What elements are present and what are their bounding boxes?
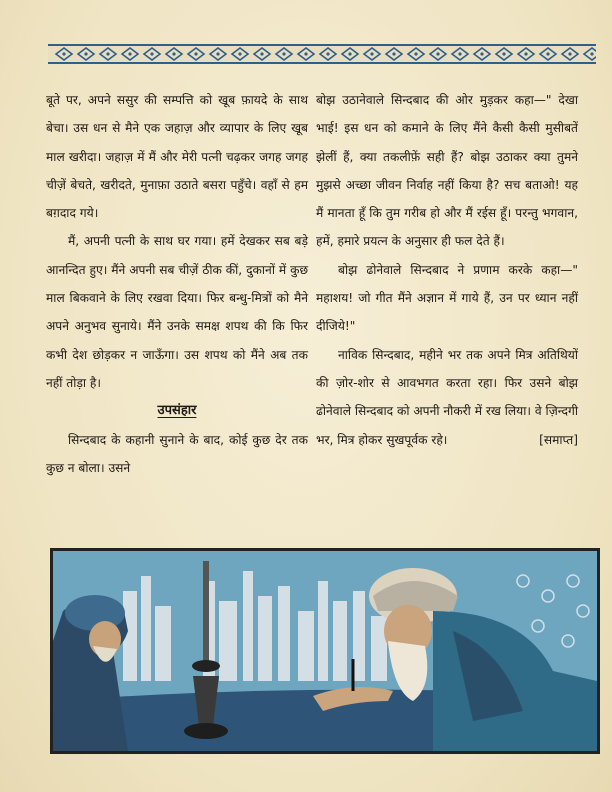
border-dot	[260, 52, 263, 55]
left-paragraph-2: मैं, अपनी पत्नी के साथ घर गया। हमें देखकर सब बड़े आनन्दित हुए। मैंने अपनी सब चीज़ें ठीक कीं, दुकानों में कुछ माल बिकवाने के लिए रखवा दिया। फिर बन्धु-मित्रों को मैने अपने अनुभव सुनाये। मैंने उनके समक्ष शपथ की कि फिर कभी देश छोड़कर न जाऊँगा। उस शपथ को मैंने अब तक नहीं तोड़ा है।	[46, 234, 308, 390]
border-dot	[238, 52, 241, 55]
border-dot	[194, 52, 197, 55]
border-dot	[480, 52, 483, 55]
right-paragraph-2: बोझ ढोनेवाले सिन्दबाद ने प्रणाम करके कहा—" महाशय! जो गीत मैंने अज्ञान में गाये हैं, उन पर ध्यान नहीं दीजिये!"	[316, 262, 578, 334]
border-dot	[370, 52, 373, 55]
right-column	[316, 86, 578, 454]
border-dot	[590, 52, 593, 55]
border-dot	[172, 52, 175, 55]
illustration-scene	[53, 551, 597, 751]
left-column	[46, 86, 308, 482]
border-dot	[546, 52, 549, 55]
decorative-border	[48, 44, 596, 64]
border-dot	[524, 52, 527, 55]
border-dot	[414, 52, 417, 55]
left-paragraph-1: बूते पर, अपने ससुर की सम्पत्ति को खूब फ़ायदे के साथ बेचा। उस धन से मैने एक जहाज़ और व्यापार के लिए खूब माल खरीदा। जहाज़ में मैं और मेरी पत्नी चढ़कर जगह जगह चीज़ें बेचते, खरीदते, मुनाफ़ा उठाते बसरा पहुँचे। वहाँ से हम बग़दाद गये।	[46, 93, 308, 221]
border-dot	[216, 52, 219, 55]
right-paragraph-3-text: नाविक सिन्दबाद, महीने भर तक अपने मित्र अतिथियों की ज़ोर-शोर से आवभगत करता रहा। फिर उसने बोझ ढोनेवाले सिन्दबाद को अपनी नौकरी में रख लिया। वे ज़िन्दगी भर, मित्र होकर सुखपूर्वक रहे।	[316, 347, 578, 447]
end-mark: [समाप्त]	[539, 432, 578, 447]
left-paragraph-3: सिन्दबाद के कहानी सुनाने के बाद, कोई कुछ देर तक कुछ न बोला। उसने	[46, 432, 308, 475]
border-dot	[326, 52, 329, 55]
border-dot	[348, 52, 351, 55]
border-dot	[502, 52, 505, 55]
border-dot	[304, 52, 307, 55]
border-dot	[436, 52, 439, 55]
right-paragraph-3	[316, 341, 578, 454]
border-dot	[106, 52, 109, 55]
section-heading: उपसंहार	[157, 403, 197, 419]
border-dot	[282, 52, 285, 55]
border-dot	[392, 52, 395, 55]
border-dot	[84, 52, 87, 55]
border-dot	[568, 52, 571, 55]
border-dot	[62, 52, 65, 55]
border-dot	[458, 52, 461, 55]
right-paragraph-1: बोझ उठानेवाले सिन्दबाद की ओर मुड़कर कहा—" देखा भाई! इस धन को कमाने के लिए मैंने कैसी कैसी मुसीबतें झेलीं हैं, क्या तकलीफ़ें सही हैं? बोझ उठाकर क्या तुमने मुझसे अच्छा जीवन निर्वाह नहीं किया है? सच बताओ! यह मैं मानता हूँ कि तुम गरीब हो और मैं रईस हूँ। परन्तु भगवान, हमें, हमारे प्रयत्न के अनुसार ही फल देते हैं।	[316, 93, 578, 249]
border-dot	[150, 52, 153, 55]
story-illustration	[50, 548, 600, 754]
border-dot	[128, 52, 131, 55]
